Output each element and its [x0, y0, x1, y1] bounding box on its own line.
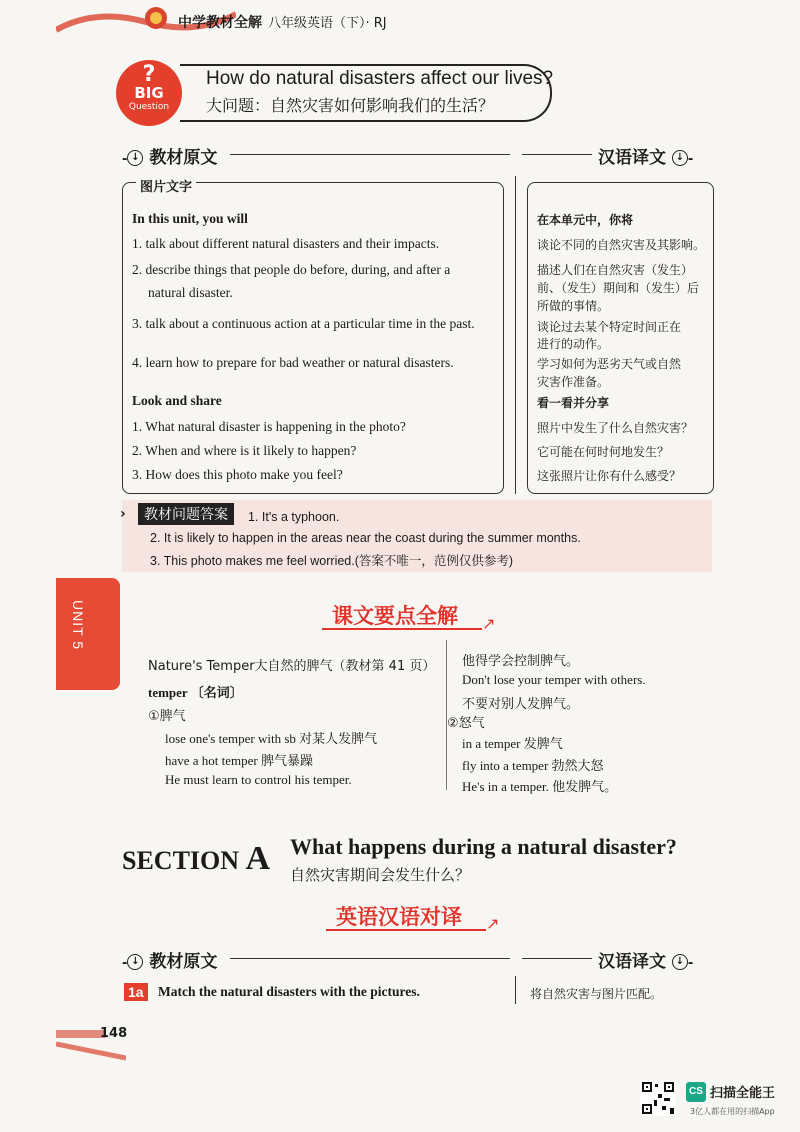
section-bar-original: - ↓ 教材原文	[122, 952, 218, 972]
question-mark-icon: ?	[142, 62, 156, 87]
book-subtitle: 八年级英语（下）· RJ	[268, 16, 387, 31]
unit-tab	[56, 578, 120, 690]
cn-line: 这张照片让你有什么感受？	[537, 469, 682, 483]
en-line: natural disaster.	[148, 285, 233, 300]
chevron-right-icon: ›	[120, 506, 126, 522]
en-line: 2. describe things that people do before, during, and after a	[132, 262, 451, 277]
big-question-en: How do natural disasters affect our lives?	[206, 68, 554, 89]
activity-tag: 1a	[124, 983, 148, 1001]
big-question-badge	[116, 60, 182, 126]
kp-right: in a temper 发脾气	[462, 736, 563, 751]
cn-line: 描述人们在自然灾害（发生）	[537, 263, 694, 277]
original-text-label: 教材原文	[149, 952, 218, 972]
bar-rule-left	[230, 958, 510, 959]
translation-label: 汉语译文	[598, 148, 666, 168]
heading-underline	[326, 929, 486, 931]
cn-line: 所做的事情。	[537, 299, 610, 313]
section-a-title-en: What happens during a natural disaster?	[290, 834, 677, 859]
en-line: 3. talk about a continuous action at a particular time in the past.	[132, 316, 475, 331]
en-line: Look and share	[132, 393, 222, 408]
arrow-icon: ↗	[486, 914, 500, 933]
download-icon: ↓	[672, 150, 688, 166]
watermark-name: 扫描全能王	[710, 1086, 776, 1101]
kp-left: have a hot temper 脾气暴躁	[165, 753, 314, 768]
cn-line: 照片中发生了什么自然灾害？	[537, 421, 694, 435]
page-number: 148	[100, 1026, 128, 1041]
section-bar-original: - ↓ 教材原文	[122, 148, 218, 168]
download-icon: ↓	[127, 954, 143, 970]
kp-left: lose one's temper with sb 对某人发脾气	[165, 731, 378, 746]
qr-code-icon	[640, 1080, 676, 1116]
kp-left: temper 〔名词〕	[148, 685, 243, 700]
book-title: 中学教材全解	[178, 15, 262, 31]
cn-line: 学习如何为恶劣天气或自然	[537, 357, 682, 371]
download-icon: ↓	[672, 954, 688, 970]
kp-right: fly into a temper 勃然大怒	[462, 758, 604, 773]
badge-big: BIG	[134, 84, 164, 102]
en-line: 1. talk about different natural disasters and their impacts.	[132, 236, 440, 251]
cn-line: 在本单元中，你将	[537, 213, 634, 227]
cn-line: 看一看并分享	[537, 396, 610, 410]
download-icon: ↓	[127, 150, 143, 166]
camscanner-logo: CS	[686, 1082, 706, 1102]
kp-right: 不要对别人发脾气。	[462, 697, 580, 712]
answer-line: 2. It is likely to happen in the areas near the coast during the summer months.	[150, 531, 581, 545]
section-a-label	[122, 840, 270, 878]
dialog-heading: 英语汉语对译	[336, 905, 462, 929]
section-a-title-cn: 自然灾害期间会发生什么？	[290, 866, 471, 884]
column-divider	[515, 976, 516, 1004]
en-line: 1. What natural disaster is happening in the photo?	[132, 419, 406, 434]
kp-right: Don't lose your temper with others.	[462, 672, 646, 687]
original-text-label: 教材原文	[149, 148, 218, 168]
kp-right: 他得学会控制脾气。	[462, 654, 580, 669]
activity-en: Match the natural disasters with the pictures.	[158, 984, 420, 999]
answer-line: 3. This photo makes me feel worried.(答案不唯一，范例仅供参考)	[150, 554, 514, 568]
answer-label: 教材问题答案	[138, 503, 234, 525]
badge-question: Question	[128, 102, 170, 112]
kp-right: ②怒气	[447, 716, 485, 731]
activity-cn: 将自然灾害与图片匹配。	[530, 987, 663, 1001]
translation-label: 汉语译文	[598, 952, 666, 972]
en-line: In this unit, you will	[132, 211, 248, 226]
answer-line: 1. It's a typhoon.	[248, 510, 340, 524]
cn-line: 进行的动作。	[537, 337, 610, 351]
section-bar-translation: 汉语译文 ↓ -	[598, 148, 694, 168]
cn-line: 灾害作准备。	[537, 375, 610, 389]
en-line: 3. How does this photo make you feel?	[132, 467, 343, 482]
column-divider	[515, 176, 516, 494]
cn-line: 谈论过去某个特定时间正在	[537, 320, 682, 334]
en-line: 2. When and where is it likely to happen?	[132, 443, 357, 458]
kp-right: He's in a temper. 他发脾气。	[462, 779, 618, 794]
en-line: 4. learn how to prepare for bad weather or natural disasters.	[132, 355, 454, 370]
unit-tab-label: UNIT 5	[70, 600, 86, 651]
bar-rule-right	[522, 154, 592, 155]
heading-underline	[322, 628, 482, 630]
cn-line: 谈论不同的自然灾害及其影响。	[537, 238, 706, 252]
kp-left: ①脾气	[148, 709, 186, 724]
section-word: SECTION	[122, 846, 240, 875]
cn-line: 前、（发生）期间和（发生）后	[537, 281, 700, 295]
kp-left: He must learn to control his temper.	[165, 772, 352, 787]
image-text-tag: 图片文字	[136, 176, 196, 195]
section-letter: A	[245, 840, 271, 877]
kp-left: Nature's Temper大自然的脾气（教材第 41 页）	[148, 659, 436, 674]
keypoints-heading: 课文要点全解	[332, 604, 458, 628]
big-question-cn: 大问题：自然灾害如何影响我们的生活？	[206, 96, 495, 115]
section-bar-translation: 汉语译文 ↓ -	[598, 952, 694, 972]
bar-rule-right	[522, 958, 592, 959]
watermark-tagline: 3亿人都在用的扫描App	[690, 1107, 775, 1116]
arrow-icon: ↗	[482, 614, 496, 633]
bar-rule-left	[230, 154, 510, 155]
cn-line: 它可能在何时何地发生？	[537, 445, 670, 459]
